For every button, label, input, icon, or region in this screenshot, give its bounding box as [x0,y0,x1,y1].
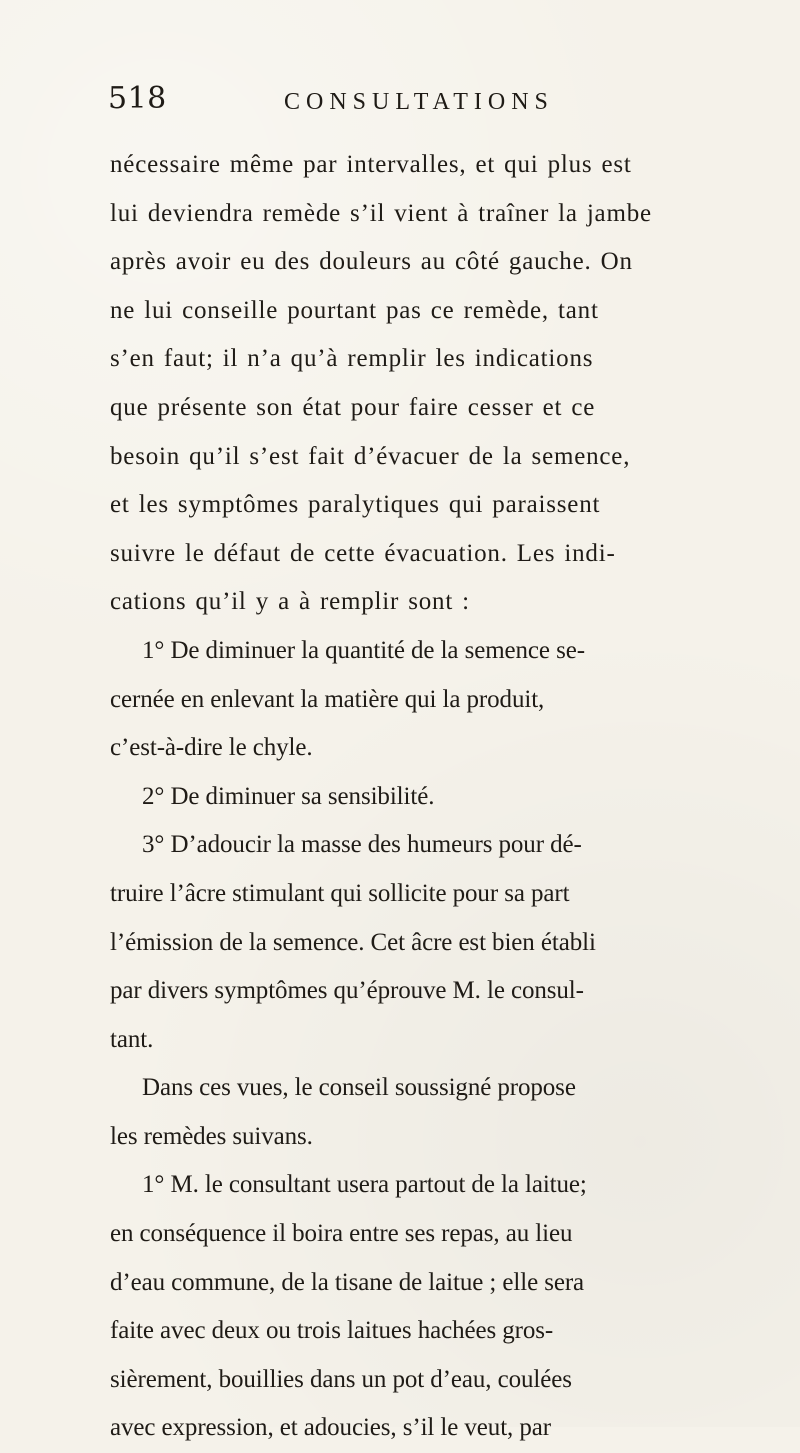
text-line: 1° M. le consultant usera partout de la laitue; [142,1171,587,1199]
text-line: d’eau commune, de la tisane de laitue ; elle sera [110,1268,585,1296]
text-block [110,141,760,1453]
text-line: cernée en enlevant la matière qui la produit, [110,685,545,713]
text-line: faite avec deux ou trois laitues hachées gros- [110,1317,554,1345]
text-line: ne lui conseille pourtant pas ce remède, tant [110,296,599,324]
text-line: c’est-à-dire le chyle. [110,734,313,762]
text-line: 3° D’adoucir la masse des humeurs pour dé- [142,831,582,859]
text-line: truire l’âcre stimulant qui sollicite pour sa part [110,879,570,907]
text-line: l’émission de la semence. Cet âcre est bien établi [110,928,596,956]
text-line: nécessaire même par intervalles, et qui plus est [110,151,632,178]
text-line: tant. [110,1025,154,1053]
text-line: 2° De diminuer sa sensibilité. [142,782,435,810]
text-line: que présente son état pour faire cesser et ce [110,393,596,421]
text-line: suivre le défaut de cette évacuation. Les indi- [110,539,616,567]
page-header [108,81,720,124]
text-line: Dans ces vues, le conseil soussigné propose [142,1074,576,1102]
text-line: 1° De diminuer la quantité de la semence se- [142,636,585,664]
text-line: cations qu’il y a à remplir sont : [110,588,470,616]
text-line: sièrement, bouillies dans un pot d’eau, coulées [110,1365,572,1393]
text-line: besoin qu’il s’est fait d’évacuer de la semence, [110,442,631,470]
text-line: les remèdes suivans. [110,1122,313,1150]
text-line: et les symptômes paralytiques qui paraissent [110,491,601,519]
text-line: en conséquence il boira entre ses repas, au lieu [110,1220,573,1248]
text-line: après avoir eu des douleurs au côté gauche. On [110,248,633,276]
text-line: par divers symptômes qu’éprouve M. le consul- [110,977,584,1005]
text-line: avec expression, et adoucies, s’il le veut, par [110,1414,551,1442]
text-line: lui deviendra remède s’il vient à traîner la jambe [110,199,652,227]
text-line: s’en faut; il n’a qu’à remplir les indications [110,345,594,373]
running-head: CONSULTATIONS [284,89,554,115]
page-number: 518 [108,81,167,116]
